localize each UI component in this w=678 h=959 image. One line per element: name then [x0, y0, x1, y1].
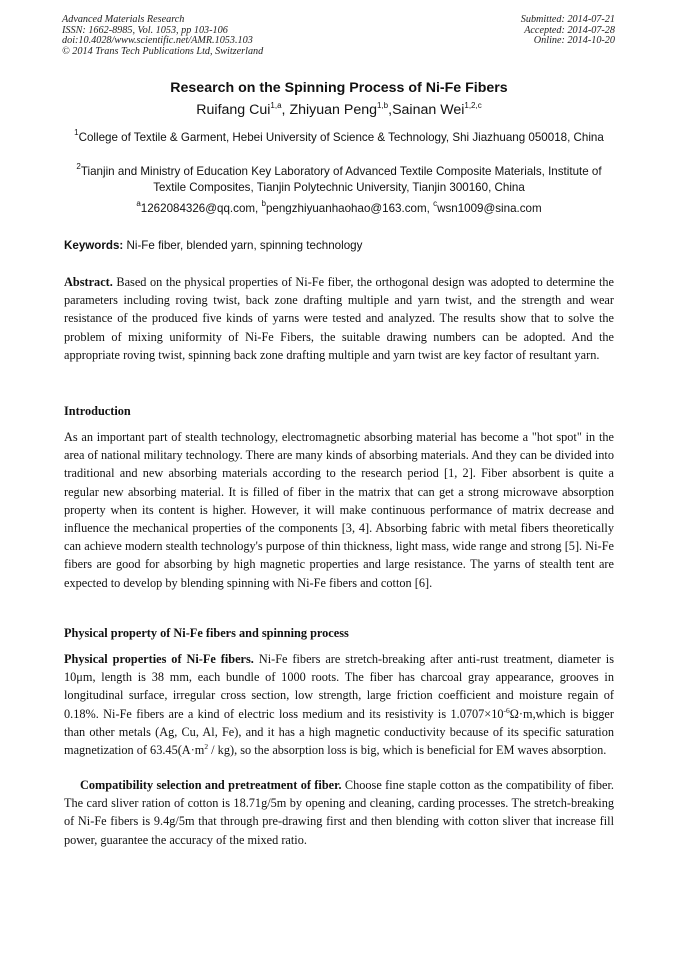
author-name: Zhiyuan Peng — [289, 102, 377, 118]
journal-name: Advanced Materials Research — [62, 14, 185, 25]
email-link[interactable]: 1262084326@qq.com, — [140, 202, 262, 215]
keywords-label: Keywords: — [64, 239, 124, 252]
introduction-heading: Introduction — [64, 404, 131, 418]
accepted-date: Accepted: 2014-07-28 — [524, 24, 615, 36]
compatibility-paragraph: Compatibility selection and pretreatment of fiber. Choose fine staple cotton as the compatibility of fiber. The card sliver ration of cotton is 18.71g/5m by opening and cleaning, carding processes. The stretch-breaking of Ni-Fe fibers is 9.4g/5m that through pre-drawing first and then blending with cotton sliver that increase fill power, guarantee the accuracy of the mixed ratio. — [64, 778, 614, 847]
author-sup: 1,2,c — [464, 101, 482, 110]
journal-info — [62, 15, 263, 57]
online-date: Online: 2014-10-20 — [533, 35, 615, 47]
abstract-text: Based on the physical properties of Ni-Fe fiber, the orthogonal design was adopted to determine the parameters including roving twist, back zone drafting multiple and yarn twist, and the strength and wear resistance of the produced five kinds of yarns were tested and analyzed. The results show that to solve the problem of mixing uniformity of Ni-Fe Fibers, the suitable drawing numbers can be adopted. And the appropriate roving twist, spinning back zone drafting multiple and yarn twist are key factor of resultant yarn. — [64, 275, 614, 362]
author-sup: 1,a — [270, 101, 282, 110]
author-list: Ruifang Cui$^{1,a}$, Zhiyuan Peng$^{1,b}$,Sainan Wei$^{1,2,c}$ — [196, 101, 482, 118]
author-name: Sainan Wei — [392, 102, 465, 118]
introduction-text: As an important part of stealth technology, electromagnetic absorbing material has become a "hot spot" in the area of national military technology. There are many kinds of absorbing materials. And they can be divided into traditional and new absorbing materials according to the research period [1, 2]. Fiber absorbent is quite a regular new absorbing material. It is filled of fiber in the matrix that can get a strong microwave absorption property when its content is higher. However, it will make continuous performance of matrix decrease and influence the mechanical properties of the components [3, 4]. Absorbing fabric with metal fibers theoretically can achieve modern stealth technology's purpose of thin thickness, light mass, wide range and strong [5]. Ni-Fe fibers are good for absorbing by high magnetic properties and large resistance. The yarns of stealth tent are expected to develop by blending spinning with Ni-Fe fibers and cotton [6]. — [64, 430, 614, 590]
author-sup: 1,b — [377, 101, 389, 110]
section2-heading: Physical property of Ni-Fe fibers and spinning process — [64, 626, 349, 640]
issn-line: ISSN: 1662-8985, Vol. 1053, pp 103-106 — [62, 24, 228, 36]
compatibility-label: Compatibility selection and pretreatment of fiber. — [80, 778, 342, 792]
paper-title: Research on the Spinning Process of Ni-Fe Fibers — [170, 80, 508, 96]
doi-line: doi:10.4028/www.scientific.net/AMR.1053.103 — [62, 35, 253, 47]
keywords — [64, 239, 362, 252]
submission-dates — [521, 15, 615, 47]
copyright-line: © 2014 Trans Tech Publications Ltd, Switzerland — [62, 45, 264, 57]
author-emails: $^a$1262084326@qq.com, $^b$pengzhiyuanhaohao@163.com, $^c$wsn1009@sina.com — [136, 199, 542, 215]
physical-properties-paragraph: Physical properties of Ni-Fe fibers. Ni-Fe fibers are stretch-breaking after anti-rust treatment, diameter is 10μm, length is 38 mm, each bundle of 1000 roots. The fiber has charcoal gray appearance, grooves in longitudinal surface, irregular cross section, low strength, large friction coefficient and moisture regain of 0.18%. Ni-Fe fibers are a kind of electric loss medium and its resistivity is $1.0707\times 10^{-6}\Omega\cdot m,which$ is bigger than other metals (Ag, Cu, Al, Fe), and it has a high magnetic conductivity because of its specific saturation magnetization of $63.45(A\cdot m^2 / kg)$, so the absorption loss is big, which is beneficial for EM waves absorption. — [64, 652, 615, 758]
physical-properties-label: Physical properties of Ni-Fe fibers. — [64, 652, 254, 666]
author-name: Ruifang Cui — [196, 102, 271, 118]
affiliation-2: $^2$Tianjin and Ministry of Education Key Laboratory of Advanced Textile Composite Materials, Institute of Textile Composites, Tianjin Polytechnic University, Tianjin 300160, China — [76, 162, 602, 194]
email-link[interactable]: pengzhiyuanhaohao@163.com, — [265, 202, 434, 215]
abstract — [64, 273, 614, 364]
submitted-date: Submitted: 2014-07-21 — [520, 14, 615, 25]
keywords-text: Ni-Fe fiber, blended yarn, spinning technology — [123, 239, 363, 252]
email-link[interactable]: wsn1009@sina.com — [437, 202, 542, 215]
affiliation-1: $^1$College of Textile & Garment, Hebei University of Science & Technology, Shi Jiazhuang 050018, China — [74, 128, 604, 144]
abstract-label: Abstract. — [64, 275, 113, 289]
